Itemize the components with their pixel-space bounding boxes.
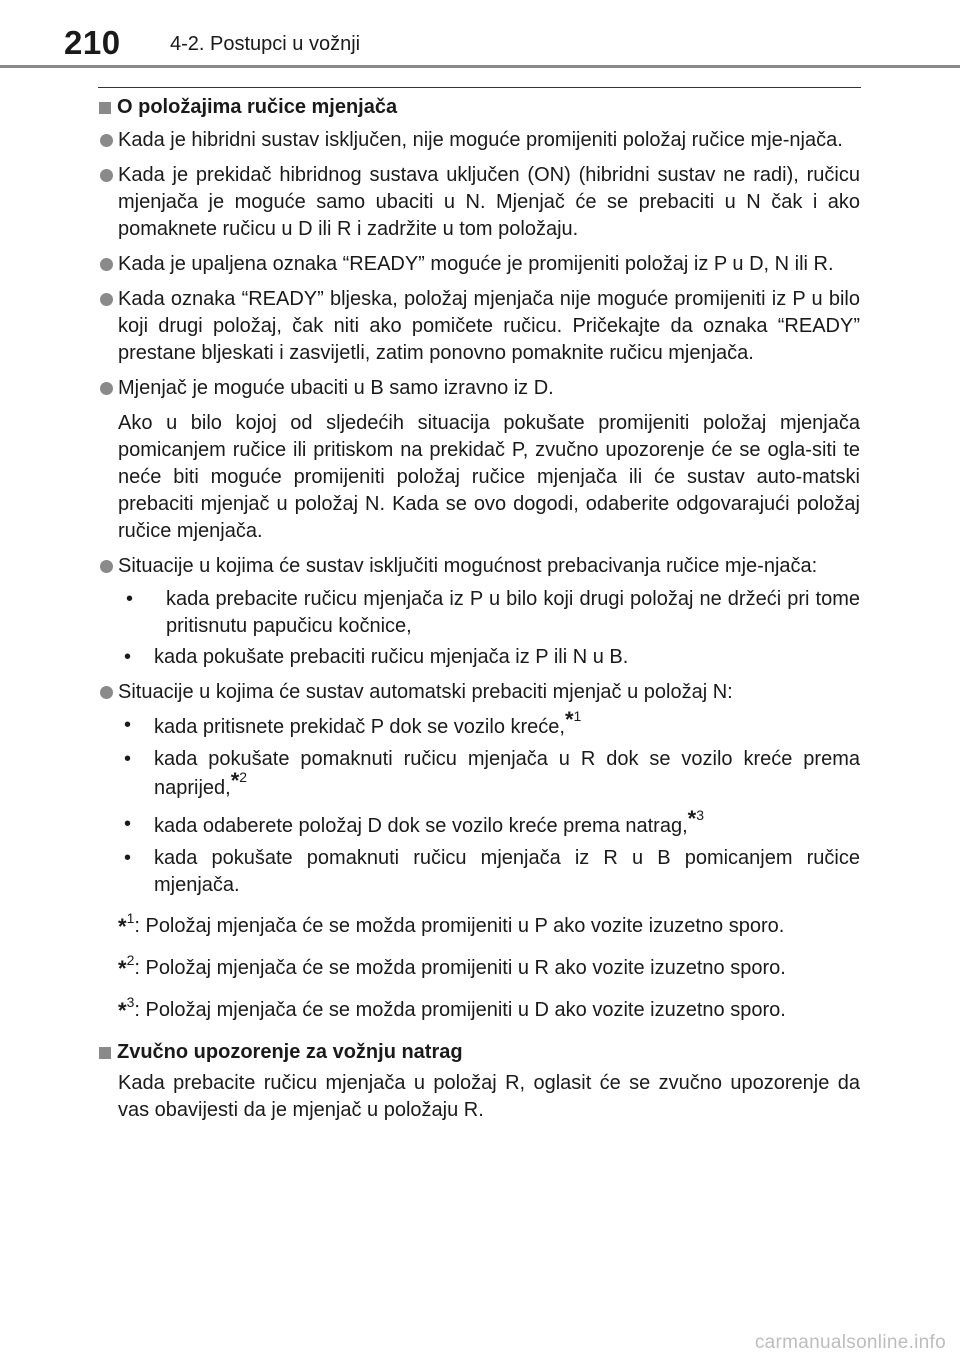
- watermark: carmanualsonline.info: [754, 1332, 946, 1353]
- reverse-warning-text: Kada prebacite ručicu mjenjača u položaj R, oglasit će se zvučno upozorenje da vas obavijesti da je mjenjač u položaju R.: [118, 1072, 860, 1121]
- sub-bullet-item: [118, 586, 860, 640]
- bullet-item: [98, 679, 860, 706]
- sub-bullet-mark: •: [124, 813, 132, 835]
- square-marker-icon: [99, 102, 111, 114]
- footnote: [98, 911, 860, 941]
- sub-bullet-item: [118, 644, 860, 671]
- page-content: [98, 94, 860, 1132]
- sub-bullet-text: kada prebacite ručicu mjenjača iz P u bilo koji drugi položaj ne držeći pri tome pritisnutu papučicu kočnice,: [166, 588, 860, 637]
- warning-paragraph: Ako u bilo kojoj od sljedećih situacija pokušate promijeniti položaj mjenjača pomicanjem ručice ili pritiskom na prekidač P, zvučno upozorenje će se ogla-siti te neće biti moguće promijeniti položaj ručice mjenjača ili će sustav auto-matski prebaciti mjenjač u položaj N. Kada se ovo dogodi, odaberite odgovarajući položaj ručice mjenjača.: [118, 412, 860, 542]
- sub-bullet-mark: •: [126, 588, 134, 610]
- sub-bullet-item: [118, 746, 860, 803]
- footnote-text: : Položaj mjenjača će se možda promijeniti u D ako vozite izuzetno sporo.: [134, 999, 786, 1021]
- footnote-text: : Položaj mjenjača će se možda promijeniti u R ako vozite izuzetno sporo.: [134, 957, 786, 979]
- footnote-star: *: [564, 707, 574, 732]
- footnote-ref: 1: [573, 708, 582, 724]
- bullet-text: Situacije u kojima će sustav isključiti mogućnost prebacivanja ručice mje-njača:: [118, 555, 818, 577]
- bullet-item: [98, 162, 860, 243]
- section-heading-gear-positions: [98, 94, 860, 121]
- footnote-ref: 3: [696, 807, 705, 823]
- header-rule: [0, 65, 960, 68]
- bullet-text: Kada je hibridni sustav isključen, nije moguće promijeniti položaj ručice mje-njača.: [118, 129, 843, 151]
- bullet-text: Situacije u kojima će sustav automatski prebaciti mjenjač u položaj N:: [118, 681, 733, 703]
- sub-bullet-mark: •: [124, 748, 132, 770]
- bullet-dot-icon: [100, 293, 113, 306]
- bullet-item: [98, 251, 860, 278]
- page-header: [0, 0, 960, 68]
- sub-bullet-item: [118, 707, 860, 742]
- sub-bullet-item: [118, 806, 860, 841]
- footnote-star: *: [687, 806, 697, 831]
- sub-bullet-text: kada pokušate pomaknuti ručicu mjenjača u R dok se vozilo kreće prema naprijed,: [154, 748, 860, 799]
- footnote: [98, 995, 860, 1025]
- sub-bullet-text: kada pritisnete prekidač P dok se vozilo kreće,: [154, 716, 565, 738]
- sub-bullet-item: [118, 845, 860, 899]
- sub-bullet-mark: •: [124, 714, 132, 736]
- footnote-number: 2: [126, 952, 135, 968]
- bullet-text: Kada je upaljena oznaka “READY” moguće je promijeniti položaj iz P u D, N ili R.: [118, 253, 834, 275]
- bullet-text: Kada je prekidač hibridnog sustava uključen (ON) (hibridni sustav ne radi), ručicu mjenjača je moguće samo ubaciti u N. Mjenjač će se prebaciti u N čak i ako pomaknete ručicu u D ili R i zadržite u tom položaju.: [118, 164, 860, 240]
- footnote-number: 3: [126, 994, 135, 1010]
- sub-bullet-mark: •: [124, 847, 132, 869]
- sub-bullet-text: kada odaberete položaj D dok se vozilo kreće prema natrag,: [154, 815, 688, 837]
- footnote-number: 1: [126, 910, 135, 926]
- bullet-dot-icon: [100, 382, 113, 395]
- footnote-star: *: [118, 998, 127, 1023]
- footnote-ref: 2: [239, 769, 248, 785]
- bullet-dot-icon: [100, 169, 113, 182]
- footnote-star: *: [118, 956, 127, 981]
- sub-bullet-text: kada pokušate prebaciti ručicu mjenjača iz P ili N u B.: [154, 646, 629, 668]
- content-rule: [98, 87, 861, 88]
- footnote-text: : Položaj mjenjača će se možda promijeniti u P ako vozite izuzetno sporo.: [134, 915, 785, 937]
- bullet-item: [98, 127, 860, 154]
- bullet-item: [98, 286, 860, 367]
- footnote-star: *: [118, 914, 127, 939]
- page-number: 210: [64, 24, 121, 61]
- bullet-item: [98, 553, 860, 580]
- bullet-dot-icon: [100, 134, 113, 147]
- footnote-star: *: [230, 768, 240, 793]
- bullet-text: Mjenjač je moguće ubaciti u B samo izravno iz D.: [118, 377, 554, 399]
- bullet-dot-icon: [100, 258, 113, 271]
- footnote: [98, 953, 860, 983]
- heading-text: O položajima ručice mjenjača: [117, 96, 398, 118]
- sub-bullet-text: kada pokušate pomaknuti ručicu mjenjača iz R u B pomicanjem ručice mjenjača.: [154, 847, 860, 896]
- sub-bullet-mark: •: [124, 646, 132, 668]
- bullet-text: Kada oznaka “READY” bljeska, položaj mjenjača nije moguće promijeniti iz P u bilo koji drugi položaj, čak niti ako pomičete ručicu. Pričekajte da oznaka “READY” prestane bljeskati i zasvijetli, zatim ponovno pomaknite ručicu mjenjača.: [118, 288, 860, 364]
- bullet-dot-icon: [100, 686, 113, 699]
- square-marker-icon: [99, 1047, 111, 1059]
- bullet-item: [98, 375, 860, 402]
- heading-text: Zvučno upozorenje za vožnju natrag: [117, 1041, 463, 1063]
- bullet-dot-icon: [100, 560, 113, 573]
- section-heading-reverse-warning: [98, 1039, 860, 1066]
- section-title: 4-2. Postupci u vožnji: [170, 33, 361, 55]
